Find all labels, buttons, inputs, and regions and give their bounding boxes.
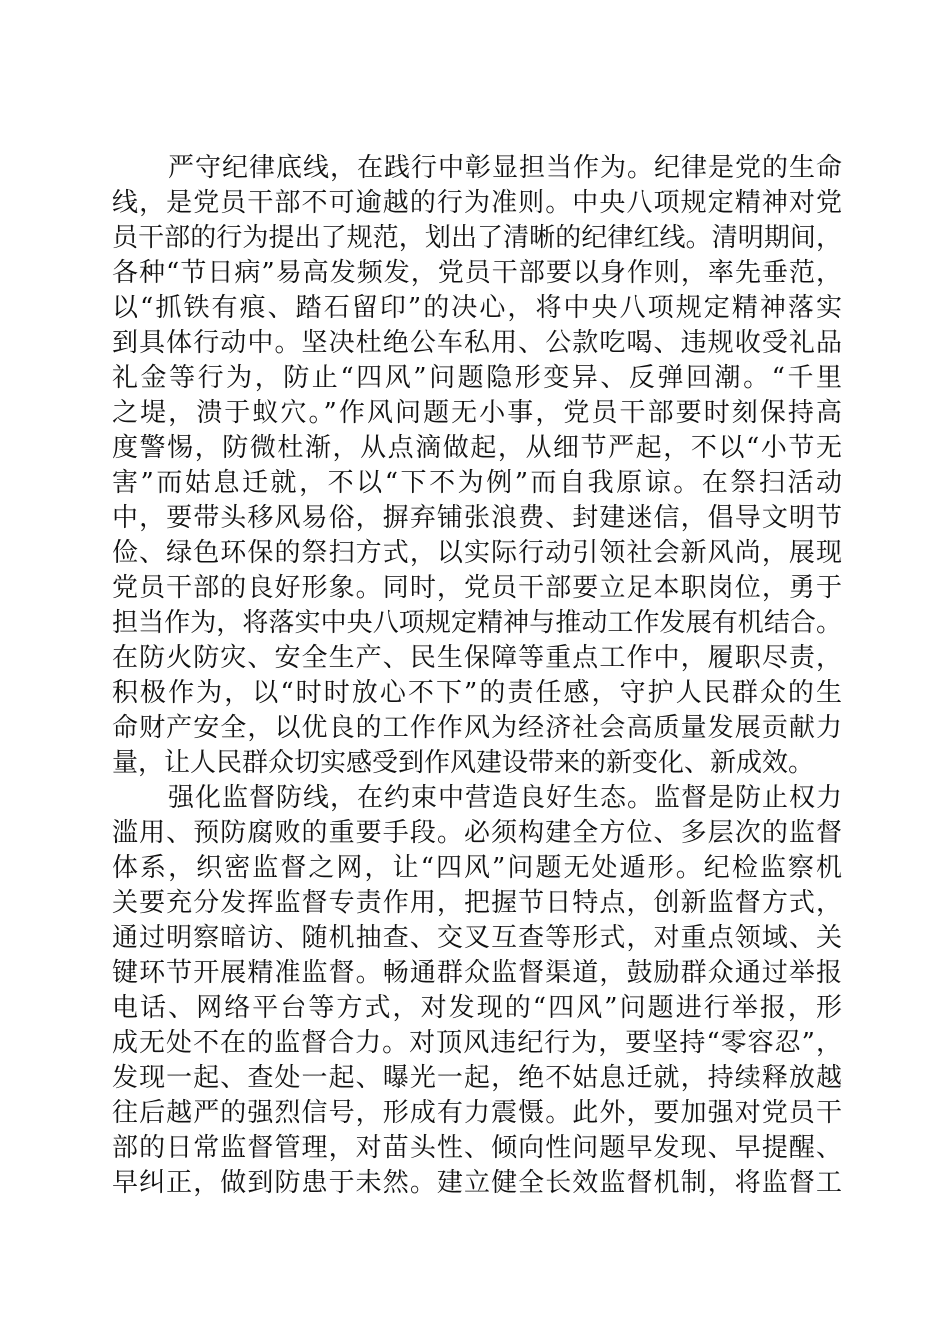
paragraph-line: 部的日常监督管理，对苗头性、倾向性问题早发现、早提醒、: [112, 1133, 842, 1163]
document-body: [112, 151, 842, 1201]
paragraph-line: 之堤，溃于蚁穴。”作风问题无小事，党员干部要时刻保持高: [112, 398, 842, 428]
paragraph-line: 电话、网络平台等方式，对发现的“四风”问题进行举报，形: [112, 993, 842, 1023]
paragraph-line: 通过明察暗访、随机抽查、交叉互查等形式，对重点领域、关: [112, 923, 842, 953]
paragraph-line: 担当作为，将落实中央八项规定精神与推动工作发展有机结合。: [112, 608, 842, 638]
paragraph-line: 强化监督防线，在约束中营造良好生态。监督是防止权力: [168, 783, 842, 813]
paragraph-line: 早纠正，做到防患于未然。建立健全长效监督机制，将监督工: [112, 1168, 842, 1198]
paragraph-line: 到具体行动中。坚决杜绝公车私用、公款吃喝、违规收受礼品: [112, 328, 842, 358]
paragraph-line: 成无处不在的监督合力。对顶风违纪行为，要坚持“零容忍”，: [112, 1028, 842, 1058]
paragraph-line: 礼金等行为，防止“四风”问题隐形变异、反弹回潮。“千里: [112, 363, 842, 393]
paragraph-line: 以“抓铁有痕、踏石留印”的决心，将中央八项规定精神落实: [112, 293, 842, 323]
paragraph-line: 线，是党员干部不可逾越的行为准则。中央八项规定精神对党: [112, 188, 842, 218]
paragraph-line: 命财产安全，以优良的工作作风为经济社会高质量发展贡献力: [112, 713, 842, 743]
paragraph-line: 量，让人民群众切实感受到作风建设带来的新变化、新成效。: [112, 748, 815, 778]
paragraph-line: 在防火防灾、安全生产、民生保障等重点工作中，履职尽责，: [112, 643, 842, 673]
paragraph-line: 体系，织密监督之网，让“四风”问题无处遁形。纪检监察机: [112, 853, 842, 883]
paragraph-line: 党员干部的良好形象。同时，党员干部要立足本职岗位，勇于: [112, 573, 842, 603]
paragraph-line: 各种“节日病”易高发频发，党员干部要以身作则，率先垂范，: [112, 258, 842, 288]
paragraph-line: 俭、绿色环保的祭扫方式，以实际行动引领社会新风尚，展现: [112, 538, 842, 568]
paragraph-line: 发现一起、查处一起、曝光一起，绝不姑息迁就，持续释放越: [112, 1063, 842, 1093]
paragraph-line: 往后越严的强烈信号，形成有力震慑。此外，要加强对党员干: [112, 1098, 842, 1128]
paragraph-line: 滥用、预防腐败的重要手段。必须构建全方位、多层次的监督: [112, 818, 842, 848]
paragraph-line: 关要充分发挥监督专责作用，把握节日特点，创新监督方式，: [112, 888, 842, 918]
paragraph-supervision: [112, 781, 842, 1201]
paragraph-line: 严守纪律底线，在践行中彰显担当作为。纪律是党的生命: [168, 153, 842, 183]
paragraph-line: 害”而姑息迁就，不以“下不为例”而自我原谅。在祭扫活动: [112, 468, 842, 498]
paragraph-line: 员干部的行为提出了规范，划出了清晰的纪律红线。清明期间，: [112, 223, 842, 253]
paragraph-line: 键环节开展精准监督。畅通群众监督渠道，鼓励群众通过举报: [112, 958, 842, 988]
paragraph-discipline: [112, 151, 842, 781]
paragraph-line: 中，要带头移风易俗，摒弃铺张浪费、封建迷信，倡导文明节: [112, 503, 842, 533]
paragraph-line: 积极作为，以“时时放心不下”的责任感，守护人民群众的生: [112, 678, 842, 708]
paragraph-line: 度警惕，防微杜渐，从点滴做起，从细节严起，不以“小节无: [112, 433, 842, 463]
